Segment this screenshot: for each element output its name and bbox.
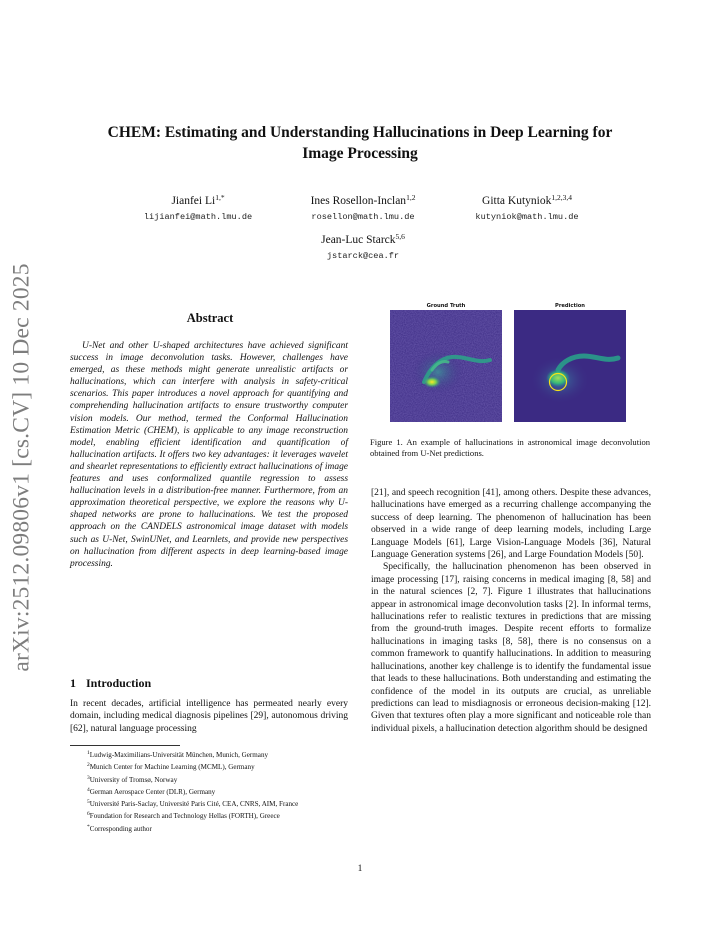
introduction-paragraph: In recent decades, artificial intelligence has permeated nearly every domain, including medical diagnosis pipelines [29], autonomous driving [62], natural language processing xyxy=(70,699,348,734)
footnote-list xyxy=(70,748,348,834)
author-name: Gitta Kutyniok xyxy=(482,195,552,207)
author-email[interactable]: jstarck@cea.fr xyxy=(326,251,400,261)
prediction-image xyxy=(514,310,626,422)
footnote-text: Corresponding author xyxy=(89,824,152,833)
figure-panel-ground-truth xyxy=(390,303,502,428)
author-email[interactable]: kutyniok@math.lmu.de xyxy=(475,212,579,222)
footnote-text: University of Tromsø, Norway xyxy=(89,775,178,784)
footnote-text: Université Paris-Saclay, Université Paris Cité, CEA, CNRS, AIM, France xyxy=(89,800,299,809)
footnote-mark: 1 xyxy=(87,750,90,756)
abstract-body: U-Net and other U-shaped architectures have achieved significant success in image deconvolution tasks. However, challenges have emerged, as these methods might generate unrealistic artifacts or hallucinations, which can interfere with analysis in safety-critical scenarios. This paper introduces a novel approach for quantifying and comprehending hallucination artifacts to ensure trustworthy computer vision models. Our method, termed the Conformal Hallucination Estimation Metric (CHEM), is applicable to any image reconstruction model, enabling efficient identification and quantification of hallucination artifacts. It offers two key advantages: it leverages wavelet and shearlet representations to efficiently extract hallucinations of image features and uses conformalized quantile regression to assess hallucination levels in a distribution-free manner. Furthermore, from an approximation theoretical perspective, we explore the reasons why U-shaped networks are prone to hallucinations. We test the proposed approach on the CANDELS astronomical image dataset with models such as U-Net, SwinUNet, and Learnlets, and provide new perspectives on hallucination from different aspects in deep learning-based image processing. xyxy=(70,341,348,569)
figure-1-caption: Figure 1. An example of hallucinations in astronomical image deconvolution obtained from U-Net predictions. xyxy=(370,437,650,459)
section-number: 1 xyxy=(70,676,76,690)
footnote-item xyxy=(70,822,348,834)
section-heading-introduction xyxy=(70,676,151,691)
footnote-item xyxy=(70,760,348,772)
panel-title: Prediction xyxy=(555,303,585,309)
author-block-4 xyxy=(263,230,463,262)
footnote-mark: 2 xyxy=(87,762,90,769)
arxiv-identifier-text: arXiv:2512.09806v1 [cs.CV] 10 Dec 2025 xyxy=(8,262,35,672)
footnote-mark: 3 xyxy=(87,774,90,781)
footnote-text: Munich Center for Machine Learning (MCML), Germany xyxy=(89,763,255,772)
author-email[interactable]: lijianfei@math.lmu.de xyxy=(143,212,253,222)
footnote-mark: 6 xyxy=(87,811,90,818)
author-email[interactable]: rosellon@math.lmu.de xyxy=(311,212,415,222)
footnote-item xyxy=(70,797,348,809)
footnote-divider xyxy=(70,745,180,746)
footnote-text: Foundation for Research and Technology Hellas (FORTH), Greece xyxy=(89,812,280,821)
ground-truth-image xyxy=(390,310,502,422)
footnote-mark: * xyxy=(87,823,90,830)
right-column-paragraph-2: Specifically, the hallucination phenomenon has been observed in image processing [17], raising concerns in medical imaging [8, 58] and in the natural sciences [2, 7]. Figure 1 illustrates that hallucinations appear in astronomical image deconvolution tasks [2]. In informal terms, hallucinations refer to realistic textures in predictions that are missing from the ground-truth images. Despite recent efforts to formalize hallucinations in imaging tasks [8, 58], there is no consensus on a common framework to quantify hallucinations. In addition to measuring hallucinations, another key challenge is to identify the fundamental issue that leads to these hallucinations. Both understanding and estimating the confidence of the model in its outputs are crucial, as unreliable predictions can lead to misdiagnosis or erroneous decision-making [12]. Given that textures often play a more significant and noticeable role than individual pixels, a hallucination detection algorithm should be designed xyxy=(371,562,651,734)
right-column-paragraph-1: [21], and speech recognition [41], among others. Despite these advances, hallucinations have emerged as a recurring challenge accompanying the success of deep learning. The phenomenon of hallucination has been observed in a wide range of deep learning models, including Large Language Models [61], Large Vision-Language Models [36], Natural Language Generation systems [26], and Large Foundation Models [50]. xyxy=(371,488,651,561)
panel-title: Ground Truth xyxy=(426,303,466,309)
footnote-mark: 5 xyxy=(87,799,90,806)
footnote-item xyxy=(70,785,348,797)
footnote-text: Ludwig-Maximilians-Universität München, Munich, Germany xyxy=(89,751,269,759)
author-name: Ines Rosellon-Inclan xyxy=(310,195,407,207)
author-affiliation-mark: 5,6 xyxy=(395,232,405,241)
abstract-heading: Abstract xyxy=(186,311,234,325)
author-affiliation-mark: 1,2,3,4 xyxy=(551,193,572,202)
right-column-body xyxy=(371,487,651,735)
paper-title-line-1: CHEM: Estimating and Understanding Hallucinations in Deep Learning for xyxy=(107,124,613,141)
page-number: 1 xyxy=(357,864,363,874)
author-name: Jianfei Li xyxy=(171,195,216,207)
footnote-item xyxy=(70,773,348,785)
paper-title xyxy=(60,122,660,164)
footnote-mark: 4 xyxy=(87,786,90,793)
footnote-item xyxy=(70,748,348,760)
author-name: Jean-Luc Starck xyxy=(321,234,396,246)
section-title: Introduction xyxy=(86,676,152,690)
paper-title-line-2: Image Processing xyxy=(302,145,418,162)
author-affiliation-mark: 1,2 xyxy=(406,193,416,202)
footnote-item xyxy=(70,809,348,821)
arxiv-identifier-stamp xyxy=(8,262,36,672)
author-block-3 xyxy=(427,191,627,223)
figure-panel-prediction xyxy=(514,303,626,428)
author-affiliation-mark: 1,* xyxy=(215,193,225,202)
footnote-text: German Aerospace Center (DLR), Germany xyxy=(89,787,216,796)
figure-1 xyxy=(387,297,627,427)
